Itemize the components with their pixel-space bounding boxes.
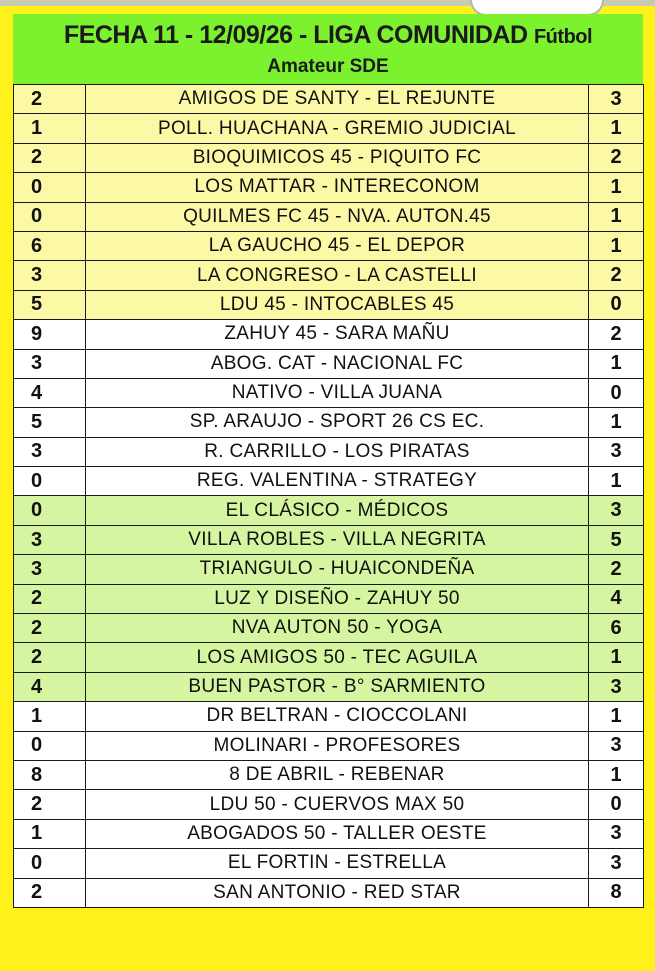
- match-name: LOS AMIGOS 50 - TEC AGUILA: [86, 643, 589, 672]
- away-score: 0: [589, 790, 644, 819]
- match-name: POLL. HUACHANA - GREMIO JUDICIAL: [86, 114, 589, 143]
- away-score: 2: [589, 143, 644, 172]
- home-score: 3: [14, 525, 86, 554]
- away-score: 1: [589, 349, 644, 378]
- away-score: 1: [589, 114, 644, 143]
- home-score: 3: [14, 555, 86, 584]
- match-name: EL FORTIN - ESTRELLA: [86, 849, 589, 878]
- match-name: LA CONGRESO - LA CASTELLI: [86, 261, 589, 290]
- match-name: QUILMES FC 45 - NVA. AUTON.45: [86, 202, 589, 231]
- match-name: 8 DE ABRIL - REBENAR: [86, 760, 589, 789]
- match-name: ZAHUY 45 - SARA MAÑU: [86, 320, 589, 349]
- match-row: [14, 173, 644, 202]
- match-row: [14, 349, 644, 378]
- away-score: 0: [589, 290, 644, 319]
- header-title-main: FECHA 11 - 12/09/26 - LIGA COMUNIDAD: [63, 21, 528, 49]
- match-row: [14, 849, 644, 878]
- match-name: ABOGADOS 50 - TALLER OESTE: [86, 819, 589, 848]
- home-score: 9: [14, 320, 86, 349]
- home-score: 2: [14, 85, 86, 114]
- match-name: BUEN PASTOR - B° SARMIENTO: [86, 672, 589, 701]
- match-name: LUZ Y DISEÑO - ZAHUY 50: [86, 584, 589, 613]
- match-name: ABOG. CAT - NACIONAL FC: [86, 349, 589, 378]
- away-score: 2: [589, 261, 644, 290]
- home-score: 0: [14, 731, 86, 760]
- away-score: 1: [589, 173, 644, 202]
- header-subtitle: Amateur SDE: [267, 56, 389, 77]
- home-score: 3: [14, 349, 86, 378]
- match-name: VILLA ROBLES - VILLA NEGRITA: [86, 525, 589, 554]
- match-row: [14, 760, 644, 789]
- match-name: EL CLÁSICO - MÉDICOS: [86, 496, 589, 525]
- home-score: 4: [14, 378, 86, 407]
- match-row: [14, 85, 644, 114]
- match-name: NATIVO - VILLA JUANA: [86, 378, 589, 407]
- results-table: [13, 84, 644, 908]
- match-row: [14, 378, 644, 407]
- home-score: 2: [14, 643, 86, 672]
- match-row: [14, 114, 644, 143]
- home-score: 5: [14, 290, 86, 319]
- match-row: [14, 878, 644, 907]
- away-score: 2: [589, 320, 644, 349]
- match-row: [14, 672, 644, 701]
- match-name: REG. VALENTINA - STRATEGY: [86, 467, 589, 496]
- match-row: [14, 437, 644, 466]
- away-score: 8: [589, 878, 644, 907]
- away-score: 1: [589, 643, 644, 672]
- away-score: 1: [589, 231, 644, 260]
- away-score: 1: [589, 760, 644, 789]
- away-score: 1: [589, 702, 644, 731]
- match-row: [14, 614, 644, 643]
- away-score: 5: [589, 525, 644, 554]
- match-name: LOS MATTAR - INTERECONOM: [86, 173, 589, 202]
- home-score: 0: [14, 496, 86, 525]
- match-name: BIOQUIMICOS 45 - PIQUITO FC: [86, 143, 589, 172]
- match-row: [14, 584, 644, 613]
- match-row: [14, 702, 644, 731]
- match-row: [14, 525, 644, 554]
- away-score: 2: [589, 555, 644, 584]
- home-score: 1: [14, 114, 86, 143]
- header-title-small: Fútbol: [533, 26, 593, 48]
- match-name: LA GAUCHO 45 - EL DEPOR: [86, 231, 589, 260]
- match-row: [14, 143, 644, 172]
- match-row: [14, 819, 644, 848]
- home-score: 4: [14, 672, 86, 701]
- match-name: TRIANGULO - HUAICONDEÑA: [86, 555, 589, 584]
- away-score: 3: [589, 437, 644, 466]
- home-score: 3: [14, 261, 86, 290]
- home-score: 6: [14, 231, 86, 260]
- match-name: SP. ARAUJO - SPORT 26 CS EC.: [86, 408, 589, 437]
- home-score: 1: [14, 819, 86, 848]
- match-name: AMIGOS DE SANTY - EL REJUNTE: [86, 85, 589, 114]
- home-score: 0: [14, 202, 86, 231]
- away-score: 1: [589, 467, 644, 496]
- match-name: NVA AUTON 50 - YOGA: [86, 614, 589, 643]
- home-score: 3: [14, 437, 86, 466]
- match-row: [14, 643, 644, 672]
- away-score: 1: [589, 202, 644, 231]
- home-score: 2: [14, 614, 86, 643]
- match-name: SAN ANTONIO - RED STAR: [86, 878, 589, 907]
- away-score: 4: [589, 584, 644, 613]
- match-name: DR BELTRAN - CIOCCOLANI: [86, 702, 589, 731]
- home-score: 0: [14, 467, 86, 496]
- away-score: 3: [589, 849, 644, 878]
- home-score: 8: [14, 760, 86, 789]
- match-name: LDU 45 - INTOCABLES 45: [86, 290, 589, 319]
- away-score: 1: [589, 408, 644, 437]
- results-header: [13, 14, 643, 84]
- match-row: [14, 790, 644, 819]
- match-row: [14, 408, 644, 437]
- match-name: MOLINARI - PROFESORES: [86, 731, 589, 760]
- home-score: 5: [14, 408, 86, 437]
- match-name: LDU 50 - CUERVOS MAX 50: [86, 790, 589, 819]
- away-score: 3: [589, 85, 644, 114]
- home-score: 2: [14, 584, 86, 613]
- match-row: [14, 496, 644, 525]
- home-score: 2: [14, 790, 86, 819]
- results-table-body: [14, 85, 644, 908]
- match-row: [14, 555, 644, 584]
- away-score: 3: [589, 672, 644, 701]
- home-score: 2: [14, 878, 86, 907]
- header-title: [13, 21, 643, 50]
- match-row: [14, 202, 644, 231]
- home-score: 1: [14, 702, 86, 731]
- away-score: 0: [589, 378, 644, 407]
- match-row: [14, 731, 644, 760]
- away-score: 3: [589, 496, 644, 525]
- match-row: [14, 320, 644, 349]
- away-score: 3: [589, 731, 644, 760]
- home-score: 2: [14, 143, 86, 172]
- match-row: [14, 467, 644, 496]
- match-row: [14, 290, 644, 319]
- match-name: R. CARRILLO - LOS PIRATAS: [86, 437, 589, 466]
- away-score: 6: [589, 614, 644, 643]
- home-score: 0: [14, 173, 86, 202]
- home-score: 0: [14, 849, 86, 878]
- match-row: [14, 261, 644, 290]
- away-score: 3: [589, 819, 644, 848]
- match-row: [14, 231, 644, 260]
